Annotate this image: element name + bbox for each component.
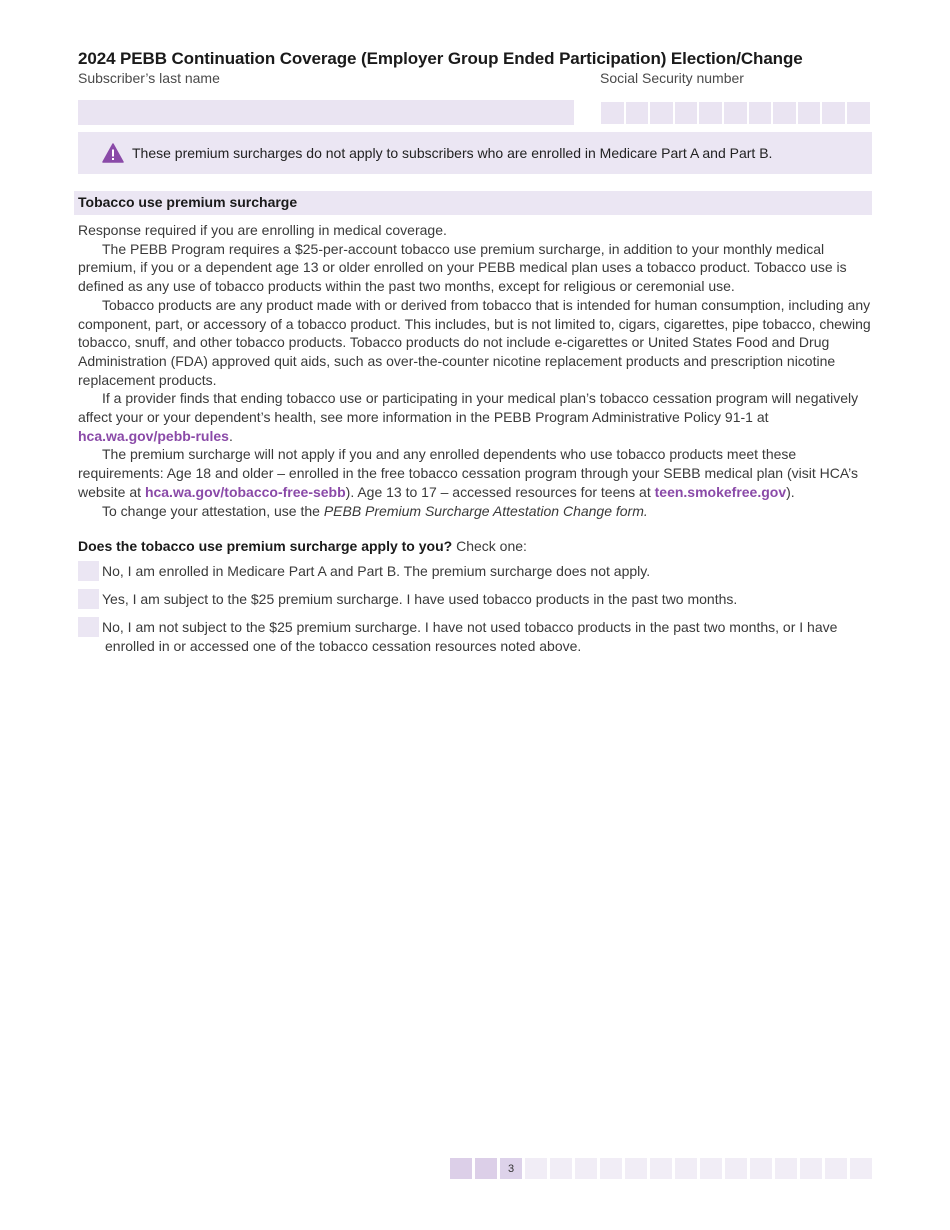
last-name-field[interactable] bbox=[78, 100, 574, 125]
page-box-completed bbox=[475, 1158, 497, 1179]
ssn-digit-box[interactable] bbox=[699, 102, 722, 124]
pebb-rules-link[interactable]: hca.wa.gov/pebb-rules bbox=[78, 427, 229, 444]
page-box bbox=[575, 1158, 597, 1179]
page-box bbox=[600, 1158, 622, 1179]
option-medicare-label: No, I am enrolled in Medicare Part A and Part B. The premium surcharge does not apply. bbox=[102, 563, 651, 580]
option-surcharge-applies-label: Yes, I am subject to the $25 premium surcharge. I have used tobacco products in the past two months. bbox=[102, 591, 738, 608]
ssn-digit-box[interactable] bbox=[773, 102, 796, 124]
response-required-text: Response required if you are enrolling in medical coverage. bbox=[78, 222, 447, 238]
exception-mid: ). Age 13 to 17 – accessed resources for teens at bbox=[345, 483, 655, 500]
ssn-digit-box[interactable] bbox=[675, 102, 698, 124]
ssn-digit-box[interactable] bbox=[626, 102, 649, 124]
option-surcharge-not-applies-continuation: enrolled in or accessed one of the tobacco cessation resources noted above. bbox=[105, 637, 582, 654]
page-box bbox=[675, 1158, 697, 1179]
checkbox-surcharge-applies[interactable] bbox=[78, 589, 99, 609]
ssn-digit-box[interactable] bbox=[822, 102, 845, 124]
form-title: 2024 PEBB Continuation Coverage (Employer Group Ended Participation) Election/Change bbox=[78, 49, 803, 68]
page-box bbox=[750, 1158, 772, 1179]
page-box bbox=[650, 1158, 672, 1179]
section-heading: Tobacco use premium surcharge bbox=[74, 191, 872, 215]
page-box bbox=[775, 1158, 797, 1179]
option-medicare bbox=[78, 562, 872, 581]
surcharge-question bbox=[78, 538, 872, 554]
ssn-digit-box[interactable] bbox=[847, 102, 870, 124]
surcharge-paragraph: The PEBB Program requires a $25-per-account tobacco use premium surcharge, in addition to your monthly medical premium, if you or a dependent age 13 or older enrolled on your PEBB medical plan uses a tobacco product. Tobacco use is defined as any use of tobacco products within the past two months, except for religious or ceremonial use. bbox=[78, 240, 847, 295]
page-box-completed bbox=[450, 1158, 472, 1179]
tobacco-free-sebb-link[interactable]: hca.wa.gov/tobacco-free-sebb bbox=[144, 483, 346, 500]
attestation-text: To change your attestation, use the bbox=[102, 502, 324, 519]
option-surcharge-not-applies bbox=[78, 618, 872, 655]
last-name-label: Subscriber’s last name bbox=[78, 70, 220, 86]
ssn-digit-box[interactable] bbox=[749, 102, 772, 124]
ssn-label: Social Security number bbox=[600, 70, 744, 86]
ssn-digit-box[interactable] bbox=[650, 102, 673, 124]
option-surcharge-not-applies-label: No, I am not subject to the $25 premium surcharge. I have not used tobacco products in the past two months, or I have bbox=[102, 619, 838, 636]
page-indicator bbox=[450, 1158, 872, 1179]
provider-text: If a provider finds that ending tobacco use or participating in your medical plan’s tobacco cessation program will negatively affect your or your dependent’s health, see more information in the PEBB Program Administrative Policy 91-1 at bbox=[78, 390, 859, 426]
page-box bbox=[525, 1158, 547, 1179]
checkbox-surcharge-not-applies[interactable] bbox=[78, 617, 99, 637]
question-suffix: Check one: bbox=[452, 538, 527, 555]
exception-end: ). bbox=[786, 483, 795, 500]
ssn-digit-box[interactable] bbox=[724, 102, 747, 124]
ssn-digit-box[interactable] bbox=[798, 102, 821, 124]
attestation-form-name: PEBB Premium Surcharge Attestation Change form. bbox=[323, 502, 648, 519]
page-box bbox=[725, 1158, 747, 1179]
provider-end: . bbox=[228, 427, 233, 444]
notice-text: These premium surcharges do not apply to subscribers who are enrolled in Medicare Part A and Part B. bbox=[132, 145, 773, 161]
exception-paragraph bbox=[78, 445, 872, 501]
section-body bbox=[78, 221, 872, 520]
page-box bbox=[850, 1158, 872, 1179]
identity-fields bbox=[78, 100, 872, 130]
question-bold: Does the tobacco use premium surcharge apply to you? bbox=[78, 538, 453, 555]
form-page bbox=[78, 48, 872, 665]
page-box bbox=[625, 1158, 647, 1179]
page-number-current: 3 bbox=[500, 1158, 522, 1179]
attestation-paragraph bbox=[78, 502, 872, 521]
surcharge-options bbox=[78, 562, 872, 655]
option-surcharge-applies bbox=[78, 590, 872, 609]
warning-triangle-icon bbox=[102, 143, 124, 163]
ssn-digit-box[interactable] bbox=[601, 102, 624, 124]
provider-paragraph bbox=[78, 389, 872, 445]
ssn-field bbox=[601, 102, 870, 124]
exception-text: The premium surcharge will not apply if you and any enrolled dependents who use tobacco products meet these requirements: Age 18 and older – enrolled in the free tobacco cessation program through your SEBB medical plan (visit HCA’s website at bbox=[78, 446, 859, 500]
medicare-notice bbox=[78, 132, 872, 174]
tobacco-products-paragraph: Tobacco products are any product made with or derived from tobacco that is intended for human consumption, including any component, part, or accessory of a tobacco product. This includes, but is not limited to, cigars, cigarettes, pipe tobacco, chewing tobacco, snuff, and other tobacco products. Tobacco products do not include e-cigarettes or United States Food and Drug Administration (FDA) approved quit aids, such as over-the-counter nicotine replacement products and prescription nicotine replacement products. bbox=[78, 296, 871, 388]
page-box bbox=[550, 1158, 572, 1179]
page-box bbox=[825, 1158, 847, 1179]
page-box bbox=[800, 1158, 822, 1179]
checkbox-medicare[interactable] bbox=[78, 561, 99, 581]
field-labels bbox=[78, 70, 872, 90]
page-box bbox=[700, 1158, 722, 1179]
teen-smokefree-link[interactable]: teen.smokefree.gov bbox=[654, 483, 787, 500]
